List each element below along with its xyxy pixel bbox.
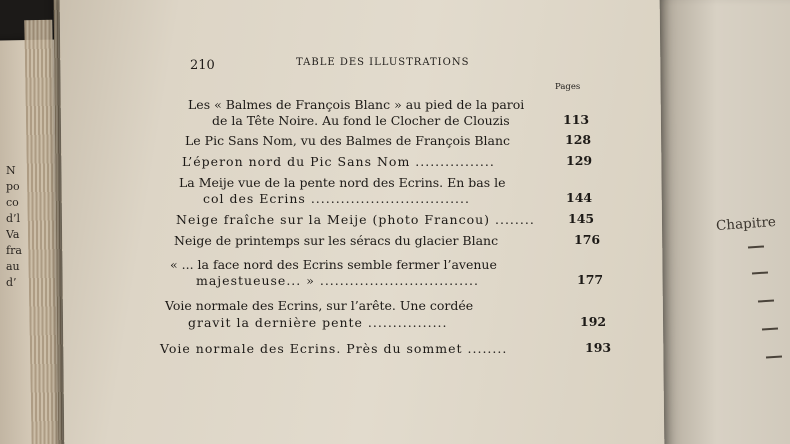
page-number: 210 — [190, 58, 215, 73]
entry-page: 128 — [565, 132, 592, 147]
entry-line: gravit la dernière pente ................ — [188, 315, 448, 330]
entry-page: 129 — [566, 153, 593, 168]
entry-line: majestueuse... » ................................ — [196, 273, 479, 288]
entry-page: 193 — [585, 340, 612, 355]
entry-line: Neige fraîche sur la Meije (photo Francou) ........ — [176, 212, 535, 227]
left-page-fragment: Va — [6, 228, 20, 241]
entry-page: 144 — [566, 190, 593, 205]
left-page-fragment: au — [6, 260, 20, 273]
entry-line: col des Ecrins ................................ — [203, 191, 470, 206]
chapitre-heading: Chapitre — [715, 213, 777, 235]
entry-page: 113 — [563, 112, 590, 127]
left-page-fragment: d’l — [6, 212, 21, 225]
running-head: TABLE DES ILLUSTRATIONS — [296, 57, 470, 68]
entry-page: 145 — [568, 211, 595, 226]
entry-line: Le Pic Sans Nom, vu des Balmes de François Blanc — [185, 133, 511, 148]
left-page-fragment: po — [6, 180, 20, 193]
entry-line: « ... la face nord des Ecrins semble fermer l’avenue — [170, 257, 497, 272]
left-page-fragment: fra — [6, 244, 22, 257]
entry-line: Les « Balmes de François Blanc » au pied de la paroi — [188, 97, 525, 112]
entry-line: La Meije vue de la pente nord des Ecrins. En bas le — [179, 175, 506, 190]
entry-line: Neige de printemps sur les séracs du glacier Blanc — [174, 233, 499, 248]
entry-page: 177 — [577, 272, 604, 287]
entry-page: 176 — [574, 232, 601, 247]
entry-line: Voie normale des Ecrins, sur l’arête. Une cordée — [165, 298, 474, 313]
entry-line: de la Tête Noire. Au fond le Clocher de Clouzis — [212, 113, 510, 128]
left-page-fragment: co — [6, 196, 19, 209]
entry-line: Voie normale des Ecrins. Près du sommet ........ — [160, 341, 508, 356]
left-page-fragment: d’ — [6, 276, 17, 289]
entry-line: L’éperon nord du Pic Sans Nom ................ — [182, 154, 495, 169]
left-page-fragment: N — [6, 164, 16, 177]
entry-page: 192 — [580, 314, 607, 329]
pages-label: Pages — [555, 82, 581, 92]
